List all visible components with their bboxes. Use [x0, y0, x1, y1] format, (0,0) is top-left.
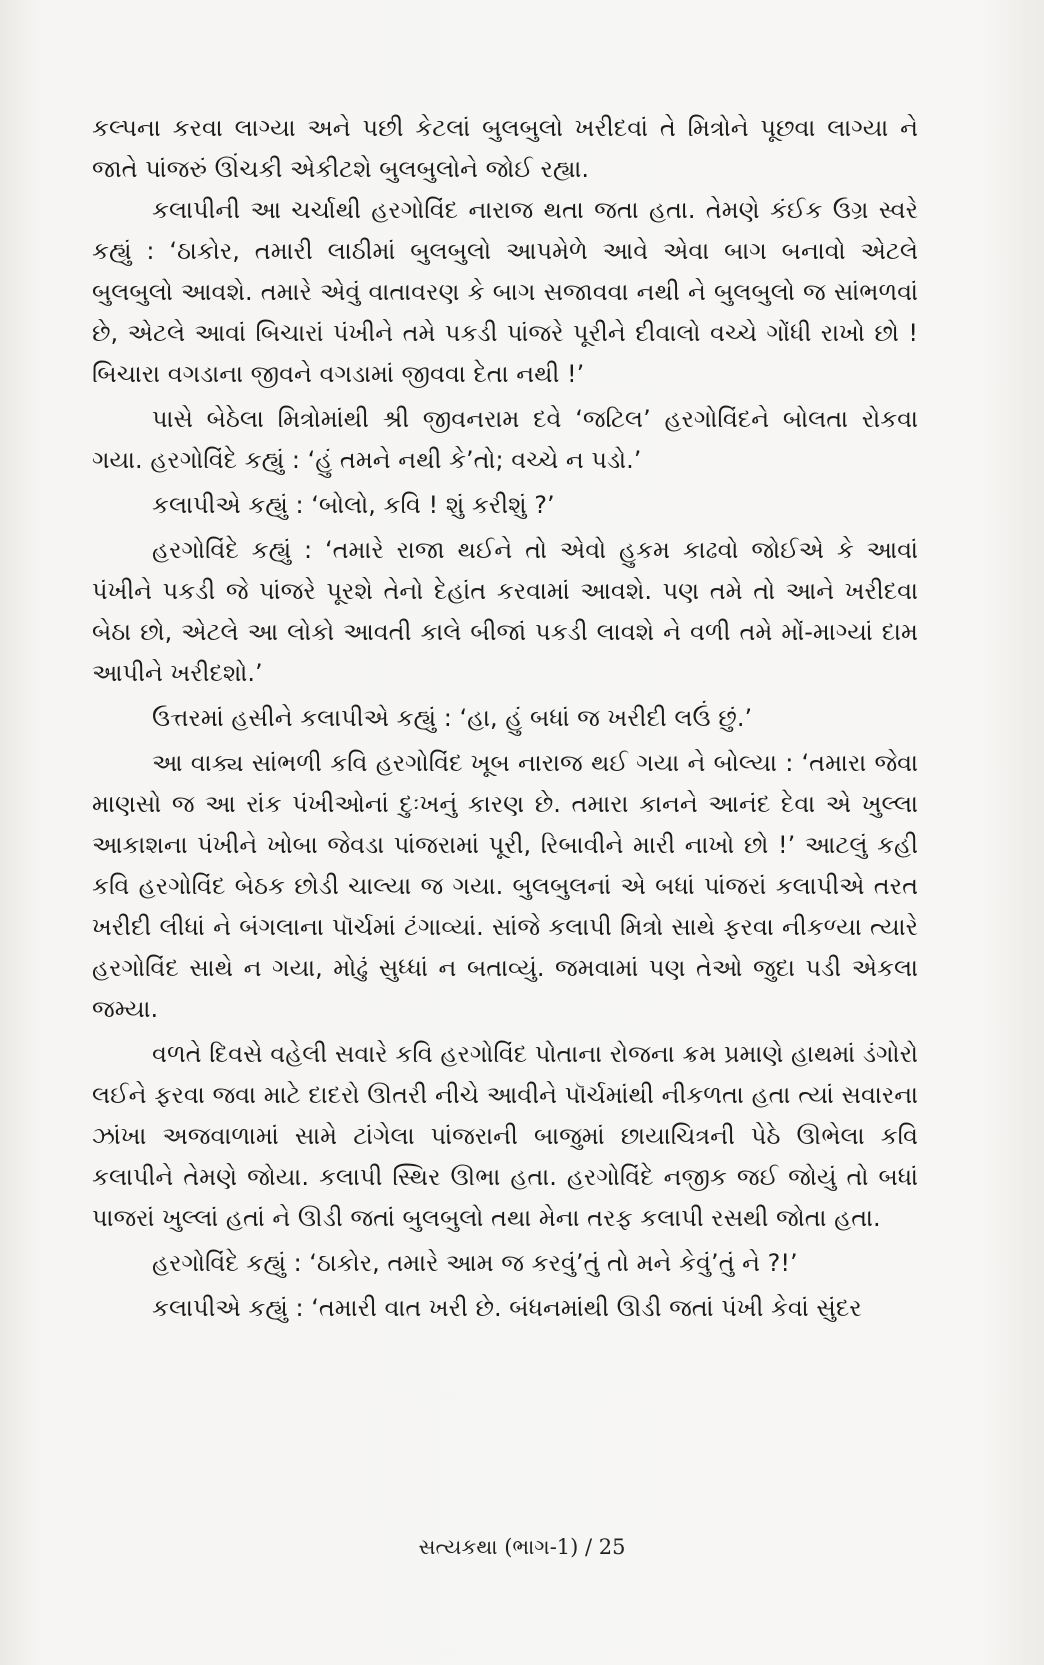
paragraph-9: હરગોવિંદે કહ્યું : ‘ઠાકોર, તમારે આમ જ કરવું’તું તો મને કેવું’તું ને ?!’ [152, 1249, 798, 1277]
paragraph-2: કલાપીની આ ચર્ચાથી હરગોવિંદ નારાજ થતા જતા હતા. તેમણે કંઈક ઉગ્ર સ્વરે કહ્યું : ‘ઠાકોર, તમારી લાઠીમાં બુલબુલો આપમેળે આવે એવા બાગ બનાવો એટલે બુલબુલો આવશે. તમારે એવું વાતાવરણ કે બાગ સજાવવા નથી ને બુલબુલો જ સાંભળવાં છે, એટલે આવાં બિચારાં પંખીને તમે પકડી પાંજરે પૂરીને દીવાલો વચ્ચે ગોંધી રાખો છો ! બિચારા વગડાના જીવને વગડામાં જીવવા દેતા નથી !’ [92, 196, 918, 388]
page-body [92, 108, 918, 1329]
paragraph-10: કલાપીએ કહ્યું : ‘તમારી વાત ખરી છે. બંધનમાંથી ઊડી જતાં પંખી કેવાં સુંદર [152, 1294, 862, 1322]
paragraph-8: વળતે દિવસે વહેલી સવારે કવિ હરગોવિંદ પોતાના રોજના ક્રમ પ્રમાણે હાથમાં ડંગોરો લઈને ફરવા જવા માટે દાદરો ઊતરી નીચે આવીને પૉર્ચમાંથી નીકળતા હતા ત્યાં સવારના ઝાંખા અજવાળામાં સામે ટાંગેલા પાંજરાની બાજુમાં છાયાચિત્રની પેઠે ઊભેલા કવિ કલાપીને તેમણે જોયા. કલાપી સ્થિર ઊભા હતા. હરગોવિંદે નજીક જઈ જોયું તો બધાં પાજરાં ખુલ્લાં હતાં ને ઊડી જતાં બુલબુલો તથા મેના તરફ કલાપી રસથી જોતા હતા. [92, 1040, 918, 1232]
paragraph-4: કલાપીએ કહ્યું : ‘બોલો, કવિ ! શું કરીશું ?’ [152, 491, 555, 519]
paragraph-3: પાસે બેઠેલા મિત્રોમાંથી શ્રી જીવનરામ દવે ‘જટિલ’ હરગોવિંદને બોલતા રોકવા ગયા. હરગોવિંદે કહ્યું : ‘હું તમને નથી કે’તો; વચ્ચે ન પડો.’ [92, 405, 918, 474]
page-footer: સત્યકથા (ભાગ-1) / 25 [418, 1535, 626, 1559]
paragraph-5: હરગોવિંદે કહ્યું : ‘તમારે રાજા થઈને તો એવો હુકમ કાઢવો જોઈએ કે આવાં પંખીને પકડી જે પાંજરે પૂરશે તેનો દેહાંત કરવામાં આવશે. પણ તમે તો આને ખરીદવા બેઠા છો, એટલે આ લોકો આવતી કાલે બીજાં પકડી લાવશે ને વળી તમે મોં-માગ્યાં દામ આપીને ખરીદશો.’ [92, 536, 918, 687]
paragraph-6: ઉત્તરમાં હસીને કલાપીએ કહ્યું : ‘હા, હું બધાં જ ખરીદી લઉં છું.’ [152, 704, 753, 732]
paragraph-7: આ વાક્ય સાંભળી કવિ હરગોવિંદ ખૂબ નારાજ થઈ ગયા ને બોલ્યા : ‘તમારા જેવા માણસો જ આ રાંક પંખીઓનાં દુઃખનું કારણ છે. તમારા કાનને આનંદ દેવા એ ખુલ્લા આકાશના પંખીને ખોબા જેવડા પાંજરામાં પૂરી, રિબાવીને મારી નાખો છો !’ આટલું કહી કવિ હરગોવિંદ બેઠક છોડી ચાલ્યા જ ગયા. બુલબુલનાં એ બધાં પાંજરાં કલાપીએ તરત ખરીદી લીધાં ને બંગલાના પૉર્ચમાં ટંગાવ્યાં. સાંજે કલાપી મિત્રો સાથે ફરવા નીકળ્યા ત્યારે હરગોવિંદ સાથે ન ગયા, મોઢું સુધ્ધાં ન બતાવ્યું. જમવામાં પણ તેઓ જુદા પડી એકલા જમ્યા. [92, 749, 918, 1023]
paragraph-1: કલ્પના કરવા લાગ્યા અને પછી કેટલાં બુલબુલો ખરીદવાં તે મિત્રોને પૂછવા લાગ્યા ને જાતે પાંજરું ઊંચકી એકીટશે બુલબુલોને જોઈ રહ્યા. [92, 114, 918, 183]
